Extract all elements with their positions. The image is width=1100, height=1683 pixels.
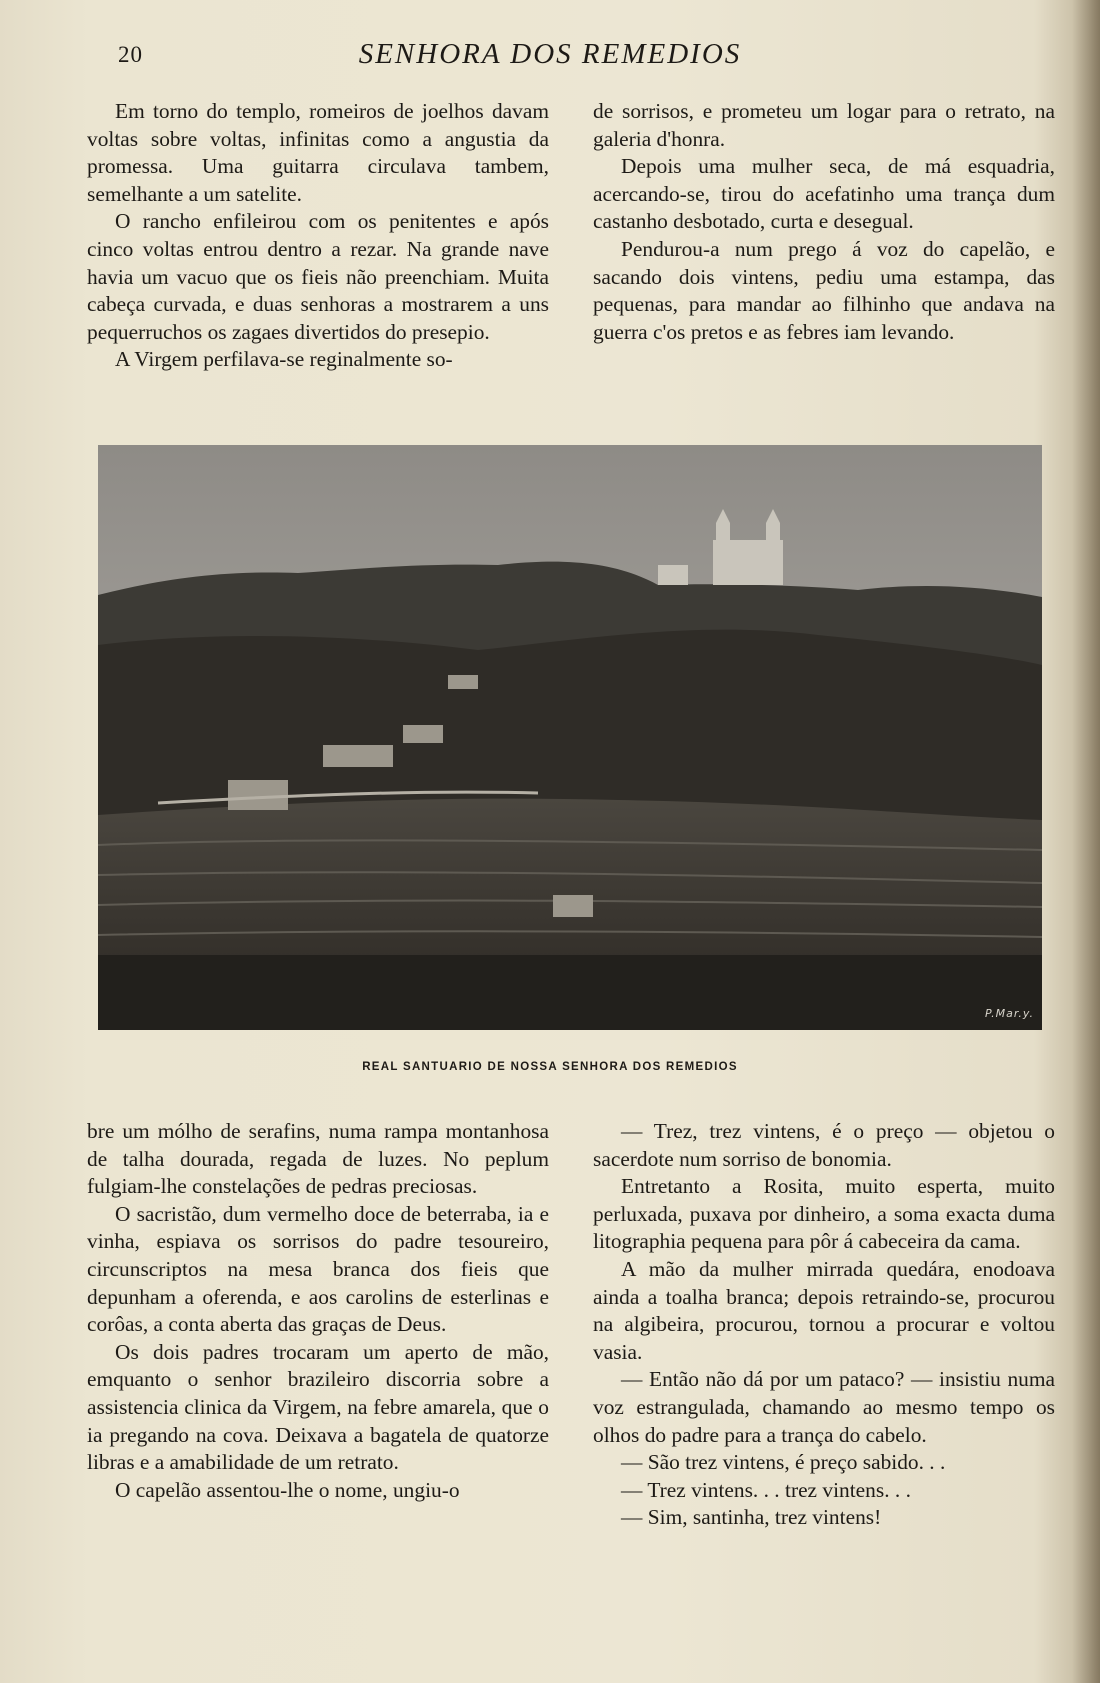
paragraph: Depois uma mulher seca, de má esquadria, acercando-se, tirou do acefatinho uma trança dum castanho desbotado, curta e desegual. (593, 154, 1055, 234)
landscape-illustration (98, 445, 1042, 1030)
foreground (98, 955, 1042, 1030)
text-column-top-right (593, 98, 1055, 346)
paragraph: de sorrisos, e prometeu um logar para o retrato, na galeria d'honra. (593, 99, 1055, 151)
paragraph: — São trez vintens, é preço sabido. . . (621, 1450, 946, 1475)
paragraph: O capelão assentou-lhe o nome, ungiu-o (115, 1477, 460, 1502)
paragraph: Pendurou-a num prego á voz do capelão, e sacando dois vintens, pediu uma estampa, das pequenas, para mandar ao filhinho que andava na guerra c'os pretos e as febres iam levando. (593, 236, 1055, 344)
paragraph: Os dois padres trocaram um aperto de mão, emquanto o senhor brazileiro discorria sobre a assistencia clinica da Virgem, na febre amarela, que o ia pregando na cova. Deixava a bagatela de quatorze libras e a amabilidade de um retrato. (87, 1339, 549, 1475)
paragraph: O sacristão, dum vermelho doce de beterraba, ia e vinha, espiava os sorrisos do padre tesoureiro, circunscriptos na mesa branca dos fieis que depunham a oferenda, e aos carolins de esterlinas e corôas, a conta aberta das graças de Deus. (87, 1201, 549, 1337)
paragraph: A mão da mulher mirrada quedára, enodoava ainda a toalha branca; depois retraindo-se, procurou na algibeira, procurou, tornou a procurar e voltou vasia. (593, 1256, 1055, 1364)
text-column-top-left (87, 98, 549, 374)
photo-caption: REAL SANTUARIO DE NOSSA SENHORA DOS REMEDIOS (362, 1061, 738, 1073)
text-column-bottom-right (593, 1118, 1055, 1532)
paragraph: — Sim, santinha, trez vintens! (621, 1505, 882, 1530)
paragraph: — Trez, trez vintens, é o preço — objetou o sacerdote num sorriso de bonomia. (593, 1119, 1055, 1171)
paragraph: bre um mólho de serafins, numa rampa montanhosa de talha dourada, regada de luzes. No peplum fulgiam-lhe constelações de pedras preciosas. (87, 1119, 549, 1199)
paragraph: Entretanto a Rosita, muito esperta, muito perluxada, puxava por dinheiro, a soma exacta duma litographia pequena para pôr á cabeceira da cama. (593, 1174, 1055, 1254)
paragraph: — Trez vintens. . . trez vintens. . . (621, 1477, 911, 1502)
page-number: 20 (118, 42, 143, 67)
page-gutter-shadow (1072, 0, 1100, 1683)
paragraph: — Então não dá por um pataco? — insistiu numa voz estrangulada, chamando ao mesmo tempo os olhos do padre para a trança do cabelo. (593, 1367, 1055, 1447)
paragraph: Em torno do templo, romeiros de joelhos davam voltas sobre voltas, infinitas como a angustia da promessa. Uma guitarra circulava tambem, semelhante a um satelite. (87, 99, 549, 206)
running-title: SENHORA DOS REMEDIOS (358, 38, 742, 70)
paragraph: A Virgem perfilava-se reginalmente so- (115, 347, 453, 372)
text-column-bottom-left (87, 1118, 549, 1504)
photographer-signature: P.Mar.y. (984, 1007, 1034, 1020)
paragraph: O rancho enfileirou com os penitentes e após cinco voltas entrou dentro a rezar. Na grande nave havia um vacuo que os fieis não preenchiam. Muita cabeça curvada, e duas senhoras a mostrarem a uns pequerruchos os zagaes divertidos do presepio. (87, 209, 549, 344)
page-header (0, 38, 1100, 78)
sanctuary-photograph (98, 445, 1042, 1030)
